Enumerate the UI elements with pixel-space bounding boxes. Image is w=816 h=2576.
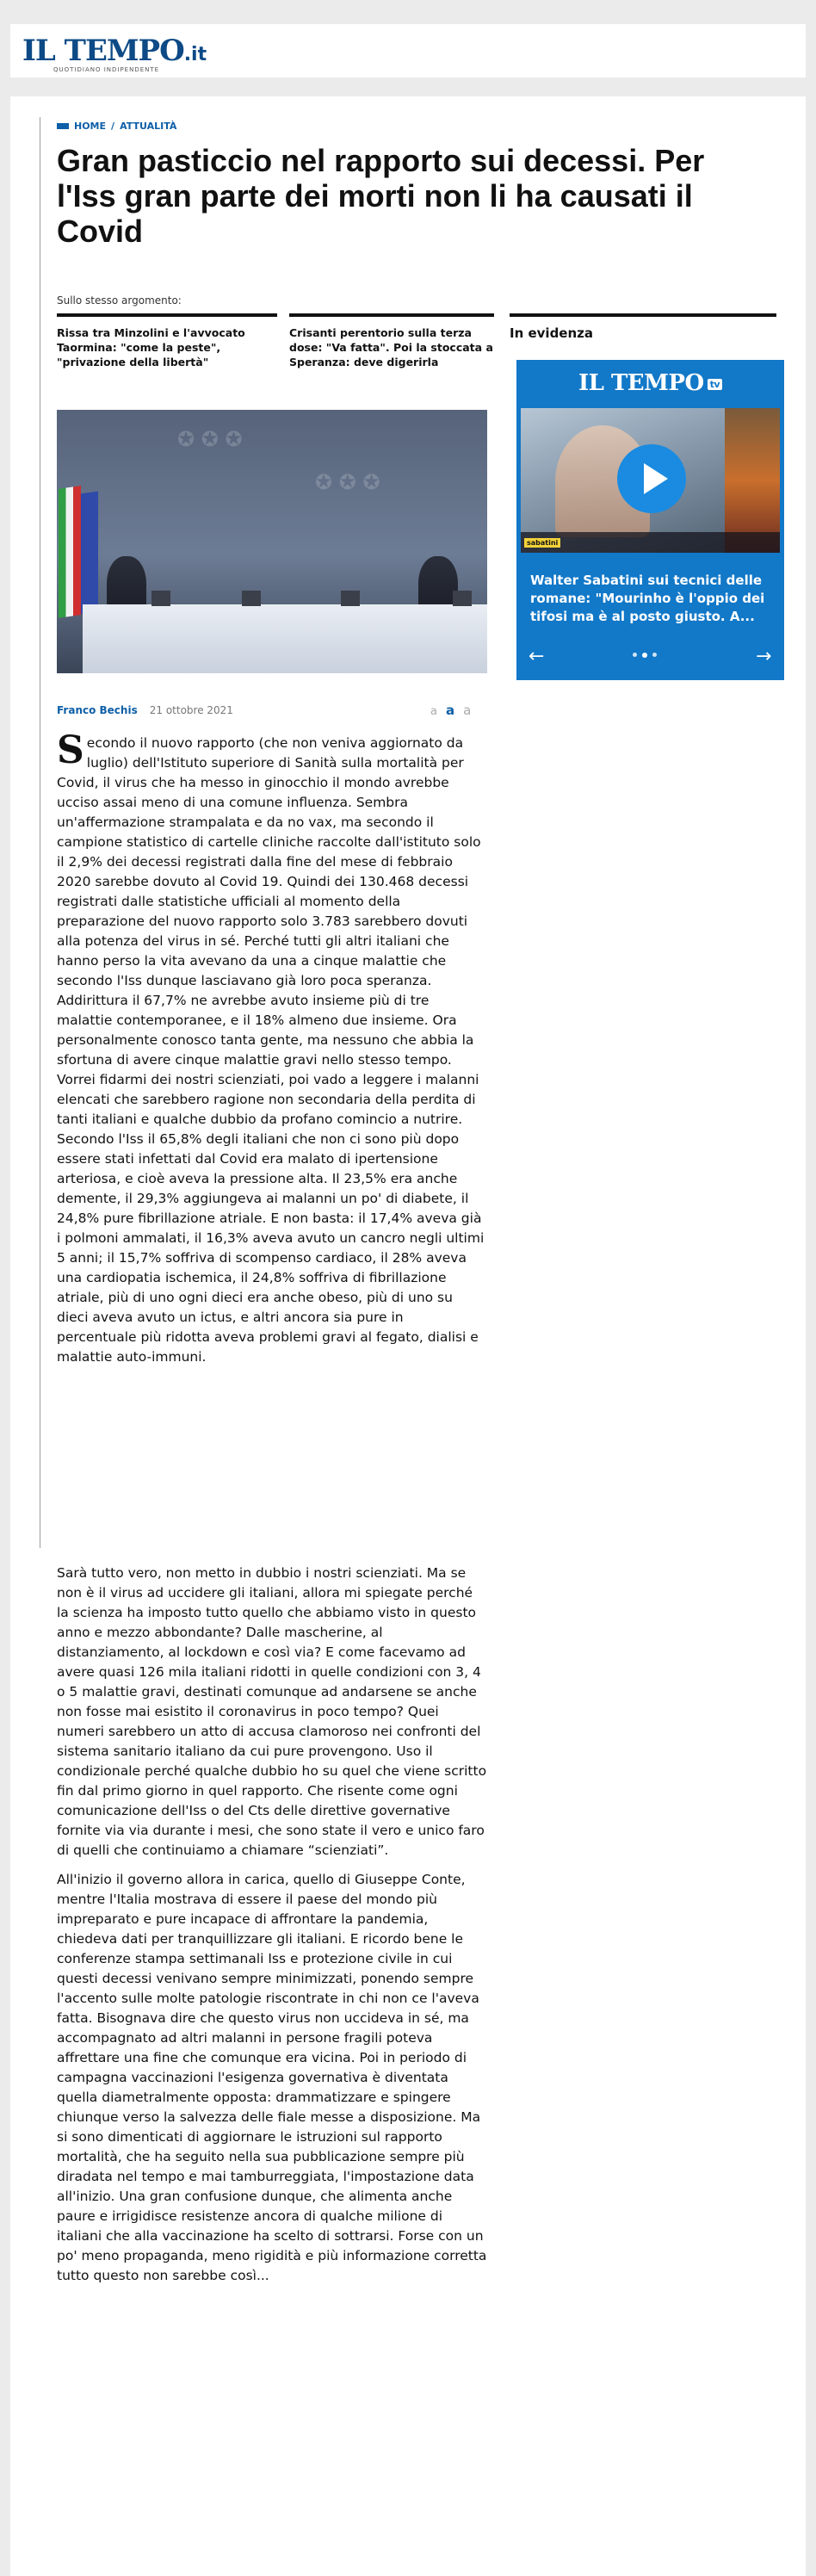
publish-date: 21 ottobre 2021 <box>149 704 233 716</box>
tv-logo-text: IL TEMPO <box>578 370 704 396</box>
breadcrumb-marker-icon <box>57 123 69 129</box>
tv-widget <box>516 360 784 680</box>
logo-tagline: QUOTIDIANO INDIPENDENTE <box>53 66 160 73</box>
photo-microphone <box>242 591 261 606</box>
article-paragraph-3: All'inizio il governo allora in carica, quello di Giuseppe Conte, mentre l'Italia mostrava di essere il paese del mondo più impreparato e pure incapace di affrontare la pandemia, chiedeva dati per tranquillizzare gli italiani. E ricordo bene le conferenze stampa settimanali Iss e protezione civile in cui questi decessi venivano sempre minimizzati, ponendo sempre l'accento sulle molte patologie riscontrate in chi non ce l'aveva fatta. Bisognava dire che questo virus non uccideva in sé, ma accompagnato ad altri malanni in persone fragili poteva affrettare una fine che comunque era vicina. Poi in periodo di campagna vaccinazioni l'esigenza governativa è diventata quella diametralmente opposta: drammatizzare e spingere chiunque verso la salvezza delle fiale messe a disposizione. Ma si sono dimenticati di aggiornare le istruzioni sul rapporto mortalità, che ha seguito nella sua pubblicazione sempre più diradata nel tempo e mai tamburreggiata, l'impostazione data all'inizio. Una gran confusione dunque, che alimenta anche paure e irrigidisce resistenze ancora di qualche milione di italiani che alla vaccinazione ha scelto di sottrarsi. Forse con un po' meno propaganda, meno rigidità e più informazione corretta tutto questo non sarebbe così... <box>57 1872 487 2283</box>
carousel-dots <box>633 653 657 658</box>
tv-badge: tv <box>708 379 722 390</box>
font-increase-button[interactable]: a <box>463 703 472 718</box>
photo-table <box>83 604 487 673</box>
logo-suffix: .it <box>183 44 207 65</box>
tv-logo[interactable] <box>516 370 784 396</box>
flag-eu <box>81 492 98 615</box>
article-paragraph-2: Sarà tutto vero, non metto in dubbio i nostri scienziati. Ma se non è il virus ad uccidere gli italiani, allora mi spiegate perché la scienza ha imposto tutto quello che abbiamo visto in questo anno e mezzo abbondante? Dalle mascherine, al distanziamento, al lockdown e così via? E come facevamo ad avere quasi 126 mila italiani ridotti in quelle condizioni con 3, 4 o 5 malattie gravi, destinati comunque ad andarsene se anche non fosse mai esistito il coronavirus in poco tempo? Quei numeri sarebbero un atto di accusa clamoroso nei confronti del sistema sanitario italiano da cui pure provengono. Uso il condizionale perché qualche dubbio ho su quel che viene scritto fin dal primo giorno in quel rapporto. Che risente come ogni comunicazione dell'Iss o del Cts delle direttive governative fornite via via durante i mesi, che sono state il vero e unico faro di quelli che continuiamo a chiamare “scienziati”. <box>57 1565 487 1858</box>
sidebar-divider <box>510 313 776 317</box>
related-divider-2 <box>289 313 494 317</box>
breadcrumb-home-link[interactable]: HOME <box>74 121 107 132</box>
photo-backdrop-emblem: ✪ ✪ ✪ <box>315 470 380 494</box>
site-logo[interactable] <box>22 36 207 73</box>
related-article-link-2[interactable]: Crisanti perentorio sulla terza dose: "Va fatta". Poi la stoccata a Speranza: deve digerirla <box>289 326 493 368</box>
carousel-dot[interactable] <box>633 653 637 657</box>
arrow-right-icon[interactable]: → <box>756 646 772 667</box>
related-article-link-1[interactable]: Rissa tra Minzolini e l'avvocato Taormina: "come la peste", "privazione della libertà" <box>57 326 245 368</box>
photo-microphone <box>151 591 170 606</box>
photo-microphone <box>453 591 472 606</box>
article-photo <box>57 410 487 673</box>
article-paragraph-1-text: econdo il nuovo rapporto (che non veniva aggiornato da luglio) dell'Istituto superiore di Sanità sulla mortalità per Covid, il virus che ha messo in ginocchio il mondo avrebbe ucciso assai meno di una comune influenza. Sembra un'affermazione strampalata e da no vax, ma secondo il campione statistico di cartelle cliniche raccolte dall'istituto solo il 2,9% dei decessi registrati dalla fine del mese di febbraio 2020 sarebbe dovuto al Covid 19. Quindi dei 130.468 decessi registrati dalle statistiche ufficiali al momento della preparazione del nuovo rapporto solo 3.783 sarebbero dovuti alla potenza del virus in sé. Perché tutti gli altri italiani che hanno perso la vita avevano da una a cinque malattie che secondo l'Iss dunque lasciavano già loro poca speranza. Addirittura il 67,7% ne avrebbe avuto insieme più di tre malattie contemporanee, e il 18% almeno due insieme. Ora personalmente conosco tanta gente, ma nessuno che abbia la sfortuna di avere cinque malattie gravi nello stesso tempo. Vorrei fidarmi dei nostri scienziati, poi vado a leggere i malanni elencati che sarebbero ragione non secondaria della perdita di tanti italiani e qualche dubbio da profano comincio a nutrire. Secondo l'Iss il 65,8% degli italiani che non ci sono più dopo essere stati infettati dal Covid era malato di ipertensione arteriosa, e cioè aveva la pressione alta. Il 23,5% era anche demente, il 29,3% aggiungeva ai malanni un po' di diabete, il 24,8% pure fibrillazione atriale. E non basta: il 17,4% aveva già i polmoni ammalati, il 16,3% aveva avuto un cancro negli ultimi 5 anni; il 15,7% soffriva di scompenso cardiaco, il 28% aveva una cardiopatia ischemica, il 24,8% soffriva di fibrillazione atriale, più di uno ogni dieci era anche obeso, più di uno su dieci aveva avuto un ictus, e altri ancora sia pure in percentuale più ridotta aveva problemi gravi al fegato, dialisi e malattie auto-immuni. <box>57 735 485 1365</box>
video-tag: sabatini <box>524 538 560 548</box>
font-decrease-button[interactable]: a <box>430 705 437 718</box>
site-header <box>10 24 806 77</box>
video-thumbnail[interactable] <box>521 408 780 553</box>
photo-microphone <box>341 591 360 606</box>
video-side-panel <box>725 408 780 553</box>
photo-backdrop-emblem: ✪ ✪ ✪ <box>177 427 243 451</box>
related-label: Sullo stesso argomento: <box>57 294 182 307</box>
sidebar-title: In evidenza <box>510 325 594 341</box>
font-normal-button[interactable]: a <box>445 703 455 718</box>
breadcrumb-section-link[interactable]: ATTUALITÀ <box>120 121 177 132</box>
flag-italy <box>59 486 81 618</box>
carousel-dot-active[interactable] <box>642 653 647 658</box>
article-title: Gran pasticcio nel rapporto sui decessi. Per l'Iss gran parte dei morti non li ha causati il Covid <box>57 143 705 249</box>
article-paragraph-1 <box>57 728 487 1367</box>
arrow-left-icon[interactable]: ← <box>529 646 545 667</box>
author-link[interactable]: Franco Bechis <box>57 704 138 716</box>
tv-video-caption[interactable]: Walter Sabatini sui tecnici delle romane: "Mourinho è l'oppio dei tifosi ma è al posto giusto. A... <box>530 573 765 624</box>
breadcrumb-separator: / <box>111 121 115 132</box>
article-body <box>57 728 487 2283</box>
drop-cap: S <box>57 728 84 772</box>
byline <box>57 704 233 716</box>
logo-wordmark: IL TEMPO <box>22 34 184 68</box>
play-icon[interactable] <box>617 444 686 513</box>
related-divider-1 <box>57 313 277 317</box>
font-size-controls <box>430 703 471 718</box>
carousel-dot[interactable] <box>652 653 657 657</box>
breadcrumb <box>57 121 176 132</box>
